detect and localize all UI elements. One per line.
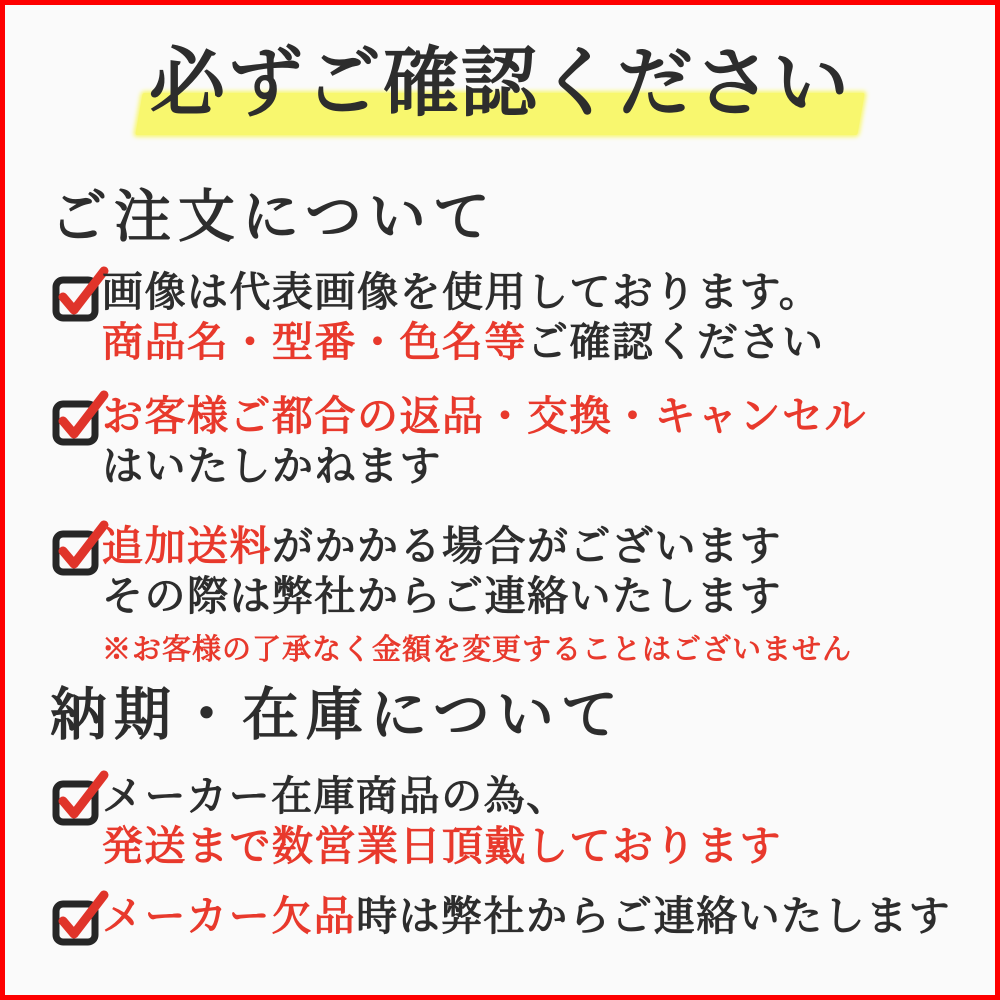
item-line: [102, 391, 867, 441]
item-line: [102, 891, 951, 941]
item-text: [102, 391, 867, 491]
checkbox-checked-icon: [50, 523, 100, 575]
item-text-red: メーカー欠品: [102, 892, 357, 940]
checkbox-checked-icon: [50, 893, 100, 945]
item-text: [102, 891, 951, 941]
item-line: [102, 441, 867, 491]
list-item: [50, 391, 975, 491]
item-text: [102, 267, 825, 367]
section-heading-order: ご注文について: [50, 183, 497, 250]
list-item: [50, 771, 975, 871]
item-text: [102, 521, 852, 667]
item-text-black: はいたしかねます: [102, 442, 442, 490]
item-text-black: ご確認ください: [527, 318, 825, 366]
page-title: 必ずご確認ください: [149, 38, 851, 127]
page-title-wrap: [5, 35, 995, 130]
list-item: [50, 267, 975, 367]
checkbox-checked-icon: [50, 269, 100, 321]
item-text-black: その際は弊社からご連絡いたします: [102, 572, 782, 620]
list-item: [50, 891, 975, 945]
item-text-black: メーカー在庫商品の為、: [102, 772, 569, 820]
item-line: [102, 317, 825, 367]
checkbox-checked-icon: [50, 773, 100, 825]
item-footnote: ※お客様の了承なく金額を変更することはございません: [102, 632, 853, 666]
item-text-red: 商品名・型番・色名等: [102, 318, 527, 366]
item-line: [102, 267, 825, 317]
section-heading-stock: 納期・在庫について: [50, 681, 625, 748]
item-text-black: 画像は代表画像を使用しております。: [102, 268, 822, 316]
item-line: [102, 571, 852, 621]
list-item: [50, 521, 975, 667]
checkbox-checked-icon: [50, 393, 100, 445]
item-text-black: 時は弊社からご連絡いたします: [356, 892, 952, 940]
item-text-red: お客様ご都合の返品・交換・キャンセル: [102, 392, 867, 440]
item-line: [102, 821, 782, 871]
item-line: [102, 771, 782, 821]
item-text-red: 追加送料: [102, 522, 272, 570]
item-text-red: 発送まで数営業日頂戴しております: [102, 822, 782, 870]
item-text: [102, 771, 782, 871]
item-text-black: がかかる場合がございます: [272, 522, 782, 570]
item-line: [102, 521, 852, 571]
